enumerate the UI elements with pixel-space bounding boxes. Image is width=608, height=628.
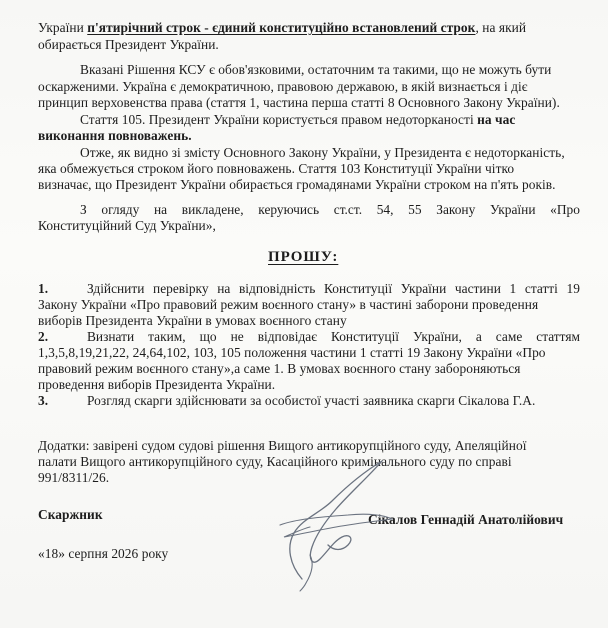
intro-line-1-c: , на який: [475, 20, 527, 35]
word: перевірку: [153, 281, 209, 296]
word: огляду: [101, 202, 140, 217]
intro-line-11: [80, 202, 580, 218]
word: Конституції: [330, 329, 400, 344]
item-2-line-3: правовий режим воєнного стану»,а саме 1. В умовах воєнного стану забороняються: [38, 361, 521, 376]
word: статті: [524, 281, 558, 296]
word: відповідність: [238, 281, 316, 296]
intro-line-9: яка обмежується строком його повноважень. Стаття 103 Конституції України чітко: [38, 161, 515, 176]
word: таким,: [148, 329, 186, 344]
intro-line-6-a: Стаття 105. Президент України користується правом недоторканості: [80, 112, 478, 127]
item-1-line-2: Закону України «Про правовий режим воєнного стану» в частині заборони проведення: [38, 297, 539, 312]
word: Визнати: [87, 329, 135, 344]
intro-line-1-a: України: [38, 20, 88, 35]
word: України: [489, 202, 536, 217]
signer-name: Сікалов Геннадій Анатолійович: [368, 512, 564, 527]
word: а: [475, 329, 482, 344]
word: 19: [566, 281, 580, 296]
item-2-line-2: 1,3,5,8,19,21,22, 24,64,102, 103, 105 положення частини 1 статті 19 Закону України «Про: [38, 345, 546, 360]
word: на: [153, 202, 168, 217]
word: України: [400, 281, 447, 296]
signature-stroke-loop: [280, 514, 392, 537]
intro-line-6: [80, 112, 515, 128]
intro-line-7: виконання повноважень.: [38, 128, 192, 143]
word: України,: [413, 329, 462, 344]
attachments-line-2: палати Вищого антикорупційного суду, Касаційного кримінального суду по справі: [38, 454, 512, 469]
handwritten-signature: [250, 455, 400, 595]
word: не: [230, 329, 244, 344]
intro-line-10: визначає, що Президент України обирається громадянами України строком на п'ять років.: [38, 177, 556, 192]
word: частини: [454, 281, 501, 296]
complainant-label: Скаржник: [38, 507, 103, 522]
intro-line-5: принцип верховенства права (стаття 1, частина перша статті 8 Основного Закону України).: [38, 95, 560, 110]
word: викладене,: [181, 202, 244, 217]
word: відповідає: [257, 329, 317, 344]
item-2-line-4: проведення виборів Президента України.: [38, 377, 276, 392]
intro-line-4: оскарженими. Україна є демократичною, правовою державою, в якій визнається і діє: [38, 79, 528, 94]
signature-stroke-main: [290, 461, 382, 579]
intro-line-3: Вказані Рішення КСУ є обов'язковими, остаточним та такими, що не можуть бути: [80, 62, 552, 77]
word: статтям: [536, 329, 580, 344]
intro-line-6-emphasis: на час: [477, 112, 516, 127]
word: що: [199, 329, 217, 344]
item-3-first-line: Розгляд скарги здійснювати за особистої участі заявника скарги Сікалова Г.А.: [87, 393, 536, 408]
item-2-number: 2.: [38, 329, 49, 344]
word: «Про: [550, 202, 580, 217]
item-1-number: 1.: [38, 281, 49, 296]
word: саме: [495, 329, 523, 344]
attachments-line-3: 991/8311/26.: [38, 470, 110, 485]
request-heading: ПРОШУ:: [268, 249, 339, 265]
signature-stroke-tail: [300, 555, 312, 591]
intro-line-2: обирається Президент України.: [38, 37, 219, 52]
word: 54,: [376, 202, 394, 217]
intro-line-8: Отже, як видно зі змісту Основного Закону України, у Президента є недоторканість,: [80, 145, 565, 160]
attachments-line-1: Додатки: завірені судом судові рішення Вищого антикорупційного суду, Апеляційної: [38, 438, 527, 453]
intro-line-12: Конституційний Суд України»,: [38, 218, 216, 233]
intro-line-1: [38, 20, 526, 36]
item-3-number: 3.: [38, 393, 49, 408]
word: Здійснити: [87, 281, 145, 296]
word: на: [217, 281, 231, 296]
item-2-first-line: [87, 329, 580, 345]
word: ст.ст.: [333, 202, 363, 217]
item-1-line-3: виборів Президента України в умовах воєнного стану: [38, 313, 347, 328]
word: 55: [408, 202, 422, 217]
item-1-first-line: [87, 281, 580, 297]
word: 1: [509, 281, 517, 296]
word: З: [80, 202, 87, 217]
intro-line-1-emphasis: п'ятирічний строк - єдиний конституційно встановлений строк: [87, 20, 476, 35]
document-date: «18» серпня 2026 року: [38, 546, 169, 561]
word: Закону: [436, 202, 476, 217]
word: Конституції: [324, 281, 393, 296]
word: керуючись: [258, 202, 320, 217]
